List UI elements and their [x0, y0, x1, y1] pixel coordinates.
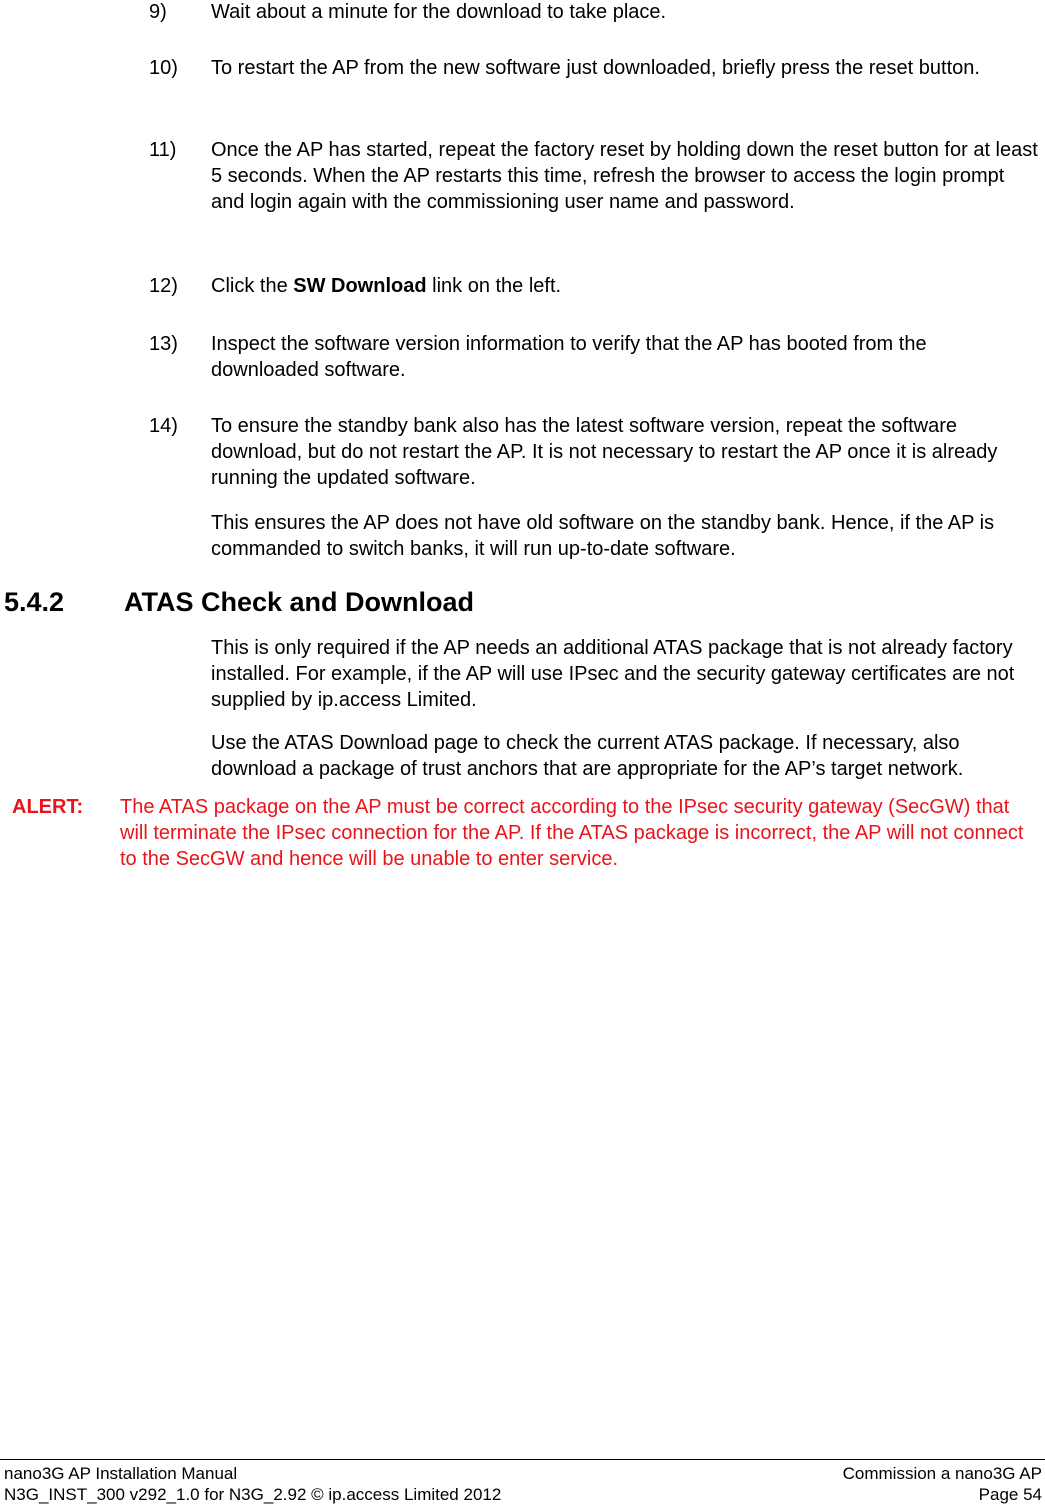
section-paragraph-1: This is only required if the AP needs an additional ATAS package that is not already factory installed. For example, if the AP will use IPsec and the security gateway certificates are not supplied by ip.access Limited. — [211, 637, 1015, 711]
step-14-note: This ensures the AP does not have old software on the standby bank. Hence, if the AP is commanded to switch banks, it will run up-to-date software. — [211, 512, 995, 560]
step-text — [211, 273, 1041, 299]
step-text: Once the AP has started, repeat the factory reset by holding down the reset button for at least 5 seconds. When the AP restarts this time, refresh the browser to access the login prompt and login again with the commissioning user name and password. — [211, 139, 1038, 213]
step-number: 11) — [149, 139, 177, 161]
section-number: 5.4.2 — [4, 587, 65, 617]
footer-page-number: Page 54 — [978, 1485, 1042, 1504]
section-title: ATAS Check and Download — [124, 587, 475, 617]
footer-divider — [0, 1459, 1045, 1460]
step-number: 9) — [149, 1, 167, 23]
step-text-before: Click the — [211, 275, 294, 297]
step-text: To ensure the standby bank also has the latest software version, repeat the software download, but do not restart the AP. It is not necessary to restart the AP once it is already running the updated software. — [211, 415, 998, 489]
section-paragraph-2: Use the ATAS Download page to check the current ATAS package. If necessary, also download a package of trust anchors that are appropriate for the AP’s target network. — [211, 732, 964, 780]
step-number: 14) — [149, 415, 178, 437]
step-text: To restart the AP from the new software just downloaded, briefly press the reset button. — [211, 57, 980, 79]
step-text: Wait about a minute for the download to take place. — [211, 1, 667, 23]
footer-document-id: N3G_INST_300 v292_1.0 for N3G_2.92 © ip.access Limited 2012 — [4, 1485, 502, 1504]
footer-manual-title: nano3G AP Installation Manual — [4, 1464, 238, 1483]
sw-download-link-name: SW Download — [293, 275, 427, 297]
alert-label: ALERT: — [12, 796, 84, 818]
step-number: 12) — [149, 275, 178, 297]
step-text: Inspect the software version information to verify that the AP has booted from the downloaded software. — [211, 333, 927, 381]
step-text-after: link on the left. — [426, 275, 562, 297]
step-number: 10) — [149, 57, 178, 79]
step-number: 13) — [149, 333, 178, 355]
alert-text: The ATAS package on the AP must be correct according to the IPsec security gateway (SecGW) that will terminate the IPsec connection for the AP. If the ATAS package is incorrect, the AP will not connect to the SecGW and hence will be unable to enter service. — [120, 796, 1024, 870]
footer-chapter-title: Commission a nano3G AP — [842, 1464, 1042, 1483]
